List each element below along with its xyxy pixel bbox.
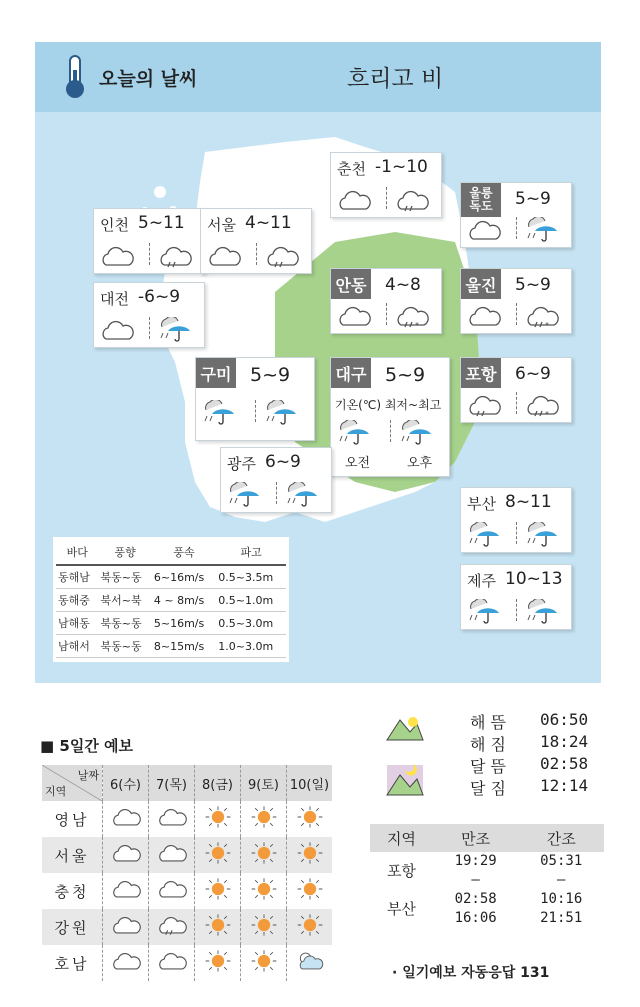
city-temp: 5~9 — [385, 364, 426, 386]
page-title: 오늘의 날씨 — [99, 68, 198, 90]
weather-am-icon — [202, 400, 236, 426]
sun-icon — [203, 949, 233, 973]
tide-row — [370, 852, 604, 871]
city-temp: 5~9 — [250, 364, 291, 386]
forecast-cell — [149, 873, 195, 909]
tide-low: 05:31 — [540, 853, 583, 869]
weather-am-icon — [467, 303, 501, 329]
sea-header: 바다 — [56, 540, 98, 565]
sea-cell: 남해동 — [56, 612, 98, 635]
divider — [386, 187, 387, 209]
cloud-icon — [111, 841, 141, 865]
partly-icon — [295, 949, 325, 973]
forecast-cell — [287, 837, 333, 873]
forecast-table — [42, 765, 332, 981]
forecast-corner — [42, 765, 103, 801]
city-temp: -6~9 — [138, 287, 181, 307]
forecast-day: 8(금) — [195, 765, 241, 801]
sunset-label: 해 짐 — [470, 735, 506, 754]
city-card-1 — [93, 208, 205, 274]
city-name: 울진 — [461, 269, 501, 299]
city-card-4 — [93, 282, 205, 348]
divider — [516, 303, 517, 325]
city-temp: -1~10 — [375, 157, 428, 177]
tide-table — [370, 824, 604, 928]
svg-text:*: * — [415, 321, 419, 329]
weather-am-icon — [337, 303, 371, 329]
sea-cell: 북동~동 — [98, 565, 151, 589]
sea-cell: 6~16m/s — [152, 565, 216, 589]
weather-am-icon — [467, 392, 501, 418]
city-temp: 6~9 — [265, 452, 301, 472]
forecast-region: 호남 — [54, 954, 90, 973]
city-name: 구미 — [196, 358, 236, 388]
sun-icon — [249, 841, 279, 865]
sea-cell: 0.5~1.0m — [216, 589, 286, 612]
sea-cell: 남해서 — [56, 635, 98, 658]
weather-pm-icon — [525, 522, 559, 548]
forecast-cell — [103, 801, 149, 837]
city-card-0 — [330, 152, 442, 218]
city-card-9 — [460, 357, 572, 423]
weather-pm-icon — [285, 482, 319, 508]
sea-header: 풍향 — [98, 540, 151, 565]
city-name: 제주 — [467, 572, 496, 590]
weather-am-icon — [100, 317, 134, 343]
city-name: 서울 — [207, 216, 236, 234]
city-card-3 — [460, 182, 572, 248]
divider — [149, 243, 150, 265]
city-name: 울릉 독도 — [461, 183, 501, 217]
cloud-icon — [157, 949, 187, 973]
moonset-time: 12:14 — [540, 776, 589, 795]
sea-cell: 동해남 — [56, 565, 98, 589]
forecast-cell — [195, 945, 241, 981]
divider — [516, 599, 517, 621]
cloud-icon — [157, 841, 187, 865]
svg-text:*: * — [545, 410, 549, 418]
weather-pm-icon — [525, 392, 559, 418]
forecast-cell — [195, 801, 241, 837]
forecast-region: 강원 — [42, 909, 103, 945]
cloud-icon — [111, 805, 141, 829]
cloud-icon — [111, 913, 141, 937]
city-name: 안동 — [331, 269, 371, 299]
sun-moon-icons — [385, 710, 425, 810]
divider — [516, 522, 517, 544]
sea-row — [56, 589, 286, 612]
forecast-cell — [241, 873, 287, 909]
forecast-cell — [103, 837, 149, 873]
forecast-cell — [149, 801, 195, 837]
sun-icon — [295, 805, 325, 829]
sunrise-time: 06:50 — [540, 710, 589, 729]
divider — [386, 303, 387, 325]
city-name: 부산 — [467, 495, 496, 513]
weather-am-icon — [227, 482, 261, 508]
divider — [390, 420, 391, 442]
weather-am-icon — [100, 243, 134, 269]
sea-row — [56, 612, 286, 635]
forecast-row — [42, 945, 332, 981]
rain-icon — [157, 913, 187, 937]
tide-header: 지역 — [370, 824, 433, 852]
sea-cell: 5~16m/s — [152, 612, 216, 635]
sea-cell: 1.0~3.0m — [216, 635, 286, 658]
city-card-8 — [330, 357, 450, 477]
weather-pm-icon — [525, 217, 559, 243]
forecast-row — [42, 801, 332, 837]
sea-table — [53, 537, 289, 662]
tide-region: 포항 — [386, 861, 416, 880]
weather-am-icon — [467, 522, 501, 548]
divider — [516, 392, 517, 414]
forecast-cell — [103, 945, 149, 981]
sun-icon — [295, 913, 325, 937]
city-temp: 6~9 — [515, 364, 551, 384]
tide-region: 부산 — [386, 899, 416, 918]
forecast-region: 충청 — [54, 882, 90, 901]
moonrise-label: 달 뜸 — [470, 757, 506, 776]
moonset-label: 달 짐 — [470, 779, 506, 798]
tide-high: 02:58 — [454, 891, 497, 907]
weather-map-panel — [35, 42, 601, 683]
legend-am: 오전 — [345, 456, 371, 471]
weather-pm-icon — [525, 599, 559, 625]
sea-header: 파고 — [216, 540, 286, 565]
weather-pm-icon — [264, 400, 298, 426]
city-card-2 — [200, 208, 312, 274]
divider — [276, 482, 277, 504]
sun-icon — [249, 949, 279, 973]
corner-bottom: 지역 — [45, 785, 67, 798]
sea-cell: 북동~동 — [98, 612, 151, 635]
city-name: 인천 — [100, 216, 129, 234]
forecast-cell — [103, 873, 149, 909]
city-temp: 10~13 — [505, 569, 563, 589]
city-card-12 — [460, 564, 572, 630]
forecast-cell — [287, 801, 333, 837]
forecast-day: 9(토) — [241, 765, 287, 801]
city-name: 광주 — [227, 455, 256, 473]
weather-am-icon — [207, 243, 241, 269]
forecast-row — [42, 837, 332, 873]
sunset-time: 18:24 — [540, 732, 589, 751]
sun-icon — [203, 877, 233, 901]
city-card-10 — [220, 447, 332, 513]
divider — [256, 243, 257, 265]
divider — [255, 400, 256, 422]
city-card-5 — [330, 268, 442, 334]
forecast-cell — [149, 945, 195, 981]
sun-icon — [203, 841, 233, 865]
forecast-cell — [149, 837, 195, 873]
weather-am-icon — [337, 187, 371, 213]
tide-high: 16:06 — [454, 910, 497, 926]
cloud-icon — [111, 949, 141, 973]
forecast-day: 6(수) — [103, 765, 149, 801]
cloud-icon — [157, 805, 187, 829]
tide-low: – — [556, 872, 566, 888]
weather-am-icon — [467, 217, 501, 243]
weather-pm-icon — [395, 303, 429, 329]
weather-pm-icon — [395, 187, 429, 213]
forecast-region: 서울 — [42, 837, 103, 873]
tide-high: 19:29 — [454, 853, 497, 869]
city-card-6 — [460, 268, 572, 334]
weather-pm-icon — [525, 303, 559, 329]
city-temp: 4~11 — [245, 213, 292, 233]
weather-pm-icon — [158, 243, 192, 269]
forecast-cell — [241, 801, 287, 837]
city-temp: 4~8 — [385, 275, 421, 295]
weather-am-icon — [337, 420, 371, 446]
cloud-icon — [157, 877, 187, 901]
sea-cell: 0.5~3.0m — [216, 612, 286, 635]
tide-header: 만조 — [433, 824, 519, 852]
city-temp: 8~11 — [505, 492, 552, 512]
forecast-cell — [195, 837, 241, 873]
forecast-cell — [287, 909, 333, 945]
legend-line: 기온(℃) 최저~최고 — [335, 398, 442, 412]
city-temp: 5~9 — [515, 275, 551, 295]
sea-row — [56, 635, 286, 658]
city-card-11 — [460, 487, 572, 553]
forecast-cell — [241, 945, 287, 981]
tide-row — [370, 890, 604, 909]
forecast-region: 영남 — [54, 810, 90, 829]
cloud-icon — [111, 877, 141, 901]
sea-cell: 0.5~3.5m — [216, 565, 286, 589]
sunrise-label: 해 뜸 — [470, 713, 506, 732]
city-name: 춘천 — [337, 160, 366, 178]
sun-icon — [295, 841, 325, 865]
tide-header: 간조 — [518, 824, 604, 852]
tide-low: 21:51 — [540, 910, 583, 926]
sun-icon — [249, 805, 279, 829]
weather-pm-icon — [158, 317, 192, 343]
divider — [516, 217, 517, 239]
svg-text:*: * — [545, 321, 549, 329]
sea-cell: 동해중 — [56, 589, 98, 612]
city-name: 대구 — [331, 358, 371, 388]
tide-low: 10:16 — [540, 891, 583, 907]
forecast-cell — [287, 873, 333, 909]
forecast-cell — [195, 873, 241, 909]
sun-icon — [203, 913, 233, 937]
forecast-cell — [241, 837, 287, 873]
forecast-title: ■ 5일간 예보 — [40, 737, 134, 755]
weather-am-icon — [467, 599, 501, 625]
forecast-cell — [149, 909, 195, 945]
forecast-cell — [241, 909, 287, 945]
footer-note: · 일기예보 자동응답 131 — [392, 965, 550, 981]
sun-icon — [249, 913, 279, 937]
city-name: 포항 — [461, 358, 501, 388]
city-temp: 5~11 — [138, 213, 185, 233]
city-card-7 — [195, 357, 315, 441]
forecast-day: 7(목) — [149, 765, 195, 801]
sea-cell: 북서~북 — [98, 589, 151, 612]
tide-high: – — [471, 872, 480, 888]
weather-pm-icon — [399, 420, 433, 446]
divider — [149, 317, 150, 339]
sea-row — [56, 565, 286, 589]
weather-condition: 흐리고 비 — [347, 66, 444, 92]
sea-cell: 4 ~ 8m/s — [152, 589, 216, 612]
sea-cell: 8~15m/s — [152, 635, 216, 658]
city-temp: 5~9 — [515, 189, 551, 209]
sun-icon — [295, 877, 325, 901]
sun-icon — [203, 805, 233, 829]
forecast-row — [42, 873, 332, 909]
sun-icon — [249, 877, 279, 901]
forecast-cell — [195, 909, 241, 945]
forecast-day: 10(일) — [287, 765, 333, 801]
sea-header: 풍속 — [152, 540, 216, 565]
weather-pm-icon — [265, 243, 299, 269]
moonrise-time: 02:58 — [540, 754, 589, 773]
forecast-cell — [287, 945, 333, 981]
forecast-cell — [103, 909, 149, 945]
corner-top: 날짜 — [77, 769, 99, 782]
legend-pm: 오후 — [407, 456, 433, 471]
sea-cell: 북동~동 — [98, 635, 151, 658]
forecast-row — [42, 909, 332, 945]
city-name: 대전 — [100, 290, 129, 308]
